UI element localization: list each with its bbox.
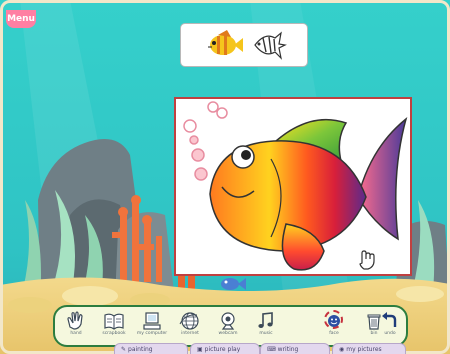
yellow-striped-fish-thumbnail[interactable] bbox=[203, 30, 245, 60]
tool-webcam[interactable] bbox=[211, 309, 245, 343]
tool-label: bin bbox=[370, 331, 378, 336]
tool-undo[interactable] bbox=[375, 309, 405, 343]
tool-scrapbook[interactable] bbox=[97, 309, 131, 343]
tab-painting[interactable] bbox=[114, 343, 188, 354]
mode-tabs bbox=[114, 343, 404, 354]
toolbar bbox=[53, 305, 408, 347]
hand-icon bbox=[65, 311, 87, 331]
bubble bbox=[208, 102, 218, 112]
tool-music[interactable] bbox=[249, 309, 283, 343]
undo-arrow-icon bbox=[379, 311, 401, 331]
music-note-icon bbox=[255, 311, 277, 331]
tool-label: scrapbook bbox=[102, 331, 126, 336]
picture-thumbnail-panel bbox=[180, 23, 308, 67]
tool-label: hand bbox=[70, 331, 82, 336]
tab-label: my pictures bbox=[346, 346, 382, 353]
tool-internet[interactable] bbox=[173, 309, 207, 343]
hand-cursor-icon bbox=[360, 251, 374, 269]
tool-label: webcam bbox=[218, 331, 238, 336]
tab-label: painting bbox=[128, 346, 153, 353]
bubble bbox=[195, 168, 207, 180]
menu-button[interactable]: Menu bbox=[6, 10, 36, 28]
tab-writing[interactable] bbox=[260, 343, 330, 354]
brush-icon: ✎ bbox=[121, 346, 127, 353]
outline-angelfish-thumbnail[interactable] bbox=[247, 30, 289, 60]
coloured-fish-drawing bbox=[176, 99, 410, 274]
camera-icon: ◉ bbox=[339, 346, 345, 353]
tool-hand[interactable] bbox=[59, 309, 93, 343]
drawing-canvas[interactable] bbox=[174, 97, 412, 276]
active-tool-ring bbox=[324, 310, 343, 329]
tool-label: face bbox=[329, 331, 339, 336]
webcam-icon bbox=[217, 311, 239, 331]
bubble bbox=[217, 108, 227, 118]
tool-label: music bbox=[259, 331, 273, 336]
tab-label: writing bbox=[277, 346, 299, 353]
computer-icon bbox=[141, 311, 163, 331]
tab-label: picture play bbox=[204, 346, 241, 353]
fish-tail bbox=[358, 119, 406, 239]
tool-label: undo bbox=[384, 331, 396, 336]
fish-pupil bbox=[241, 150, 251, 160]
pictures-play-icon: ▣ bbox=[197, 346, 203, 353]
book-icon bbox=[103, 311, 125, 331]
tab-my-pictures[interactable] bbox=[332, 343, 406, 354]
tab-picture-play[interactable] bbox=[190, 343, 260, 354]
bubble bbox=[184, 120, 196, 132]
tool-label: internet bbox=[181, 331, 199, 336]
stone bbox=[8, 297, 52, 313]
tool-label: my computer bbox=[136, 331, 168, 336]
globe-icon bbox=[179, 311, 201, 331]
tool-face[interactable] bbox=[317, 309, 351, 343]
bubble bbox=[192, 149, 204, 161]
keyboard-icon: ⌨ bbox=[267, 346, 276, 353]
tool-my-computer[interactable] bbox=[135, 309, 169, 343]
bubble bbox=[190, 136, 198, 144]
stone bbox=[396, 286, 444, 302]
stone bbox=[62, 286, 118, 306]
